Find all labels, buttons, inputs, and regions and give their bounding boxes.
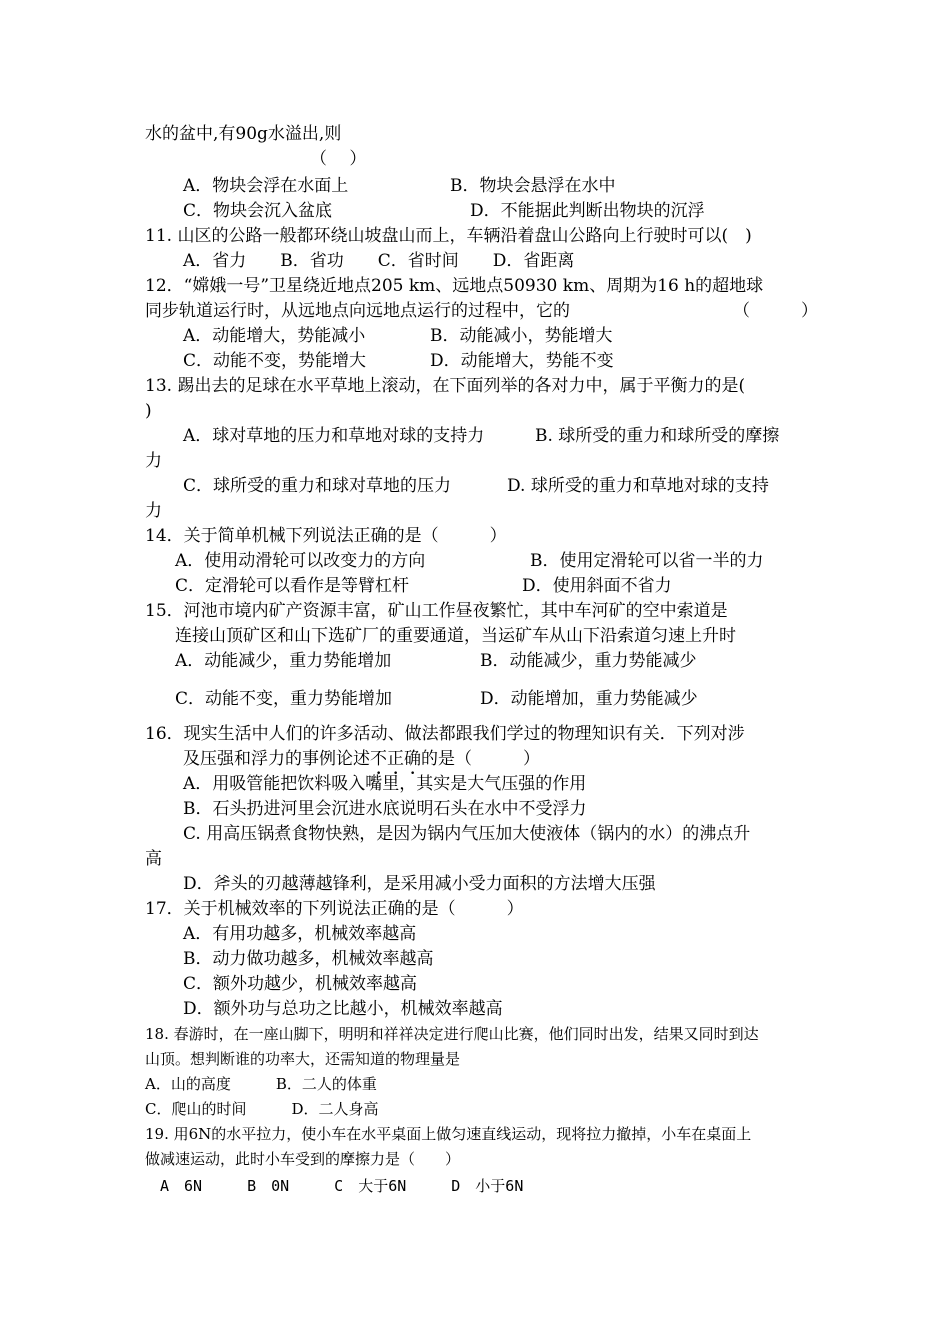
q14-option-d: D．使用斜面不省力	[522, 576, 672, 596]
q16-stem-suffix: 的是（ ）	[421, 749, 540, 769]
q14-option-b: B．使用定滑轮可以省一半的力	[530, 551, 764, 571]
q13-option-d: D. 球所受的重力和草地对球的支持	[507, 476, 769, 496]
q14-stem: 14．关于简单机械下列说法正确的是（ ）	[145, 526, 507, 546]
q12-stem-line1: 12．“嫦娥一号”卫星绕近地点205 km、远地点50930 km、周期为16 h的超地球	[145, 276, 764, 296]
q10-answer-bracket: （ ）	[310, 149, 367, 169]
q12-option-a: A．动能增大，势能减小	[183, 326, 366, 346]
q16-option-c: C. 用高压锅煮食物快熟，是因为锅内气压加大使液体（锅内的水）的沸点升	[183, 824, 751, 844]
q17-option-a: A．有用功越多，机械效率越高	[183, 924, 417, 944]
q16-option-d: D．斧头的刃越薄越锋利，是采用减小受力面积的方法增大压强	[183, 874, 656, 894]
q18-stem-line1: 18. 春游时，在一座山脚下，明明和祥祥决定进行爬山比赛，他们同时出发，结果又同时到达	[145, 1025, 759, 1043]
q10-stem-tail: 水的盆中,有90g水溢出,则	[145, 124, 342, 144]
q19-stem-line1: 19. 用6N的水平拉力，使小车在水平桌面上做匀速直线运动，现将拉力撤掉，小车在桌面上	[145, 1125, 752, 1143]
q11-options: A．省力 B．省功 C．省时间 D．省距离	[183, 251, 575, 271]
q13-stem-line1: 13. 踢出去的足球在水平草地上滚动，在下面列举的各对力中，属于平衡力的是(	[145, 376, 746, 396]
q15-option-d: D．动能增加，重力势能减少	[480, 689, 698, 709]
q12-stem-line2: 同步轨道运行时，从远地点向远地点运行的过程中，它的	[145, 301, 570, 321]
q17-option-c: C．额外功越少，机械效率越高	[183, 974, 418, 994]
q14-option-a: A．使用动滑轮可以改变力的方向	[175, 551, 426, 571]
q16-option-a: A．用吸管能把饮料吸入嘴里，其实是大气压强的作用	[183, 774, 587, 794]
q10-option-b: B．物块会悬浮在水中	[450, 176, 616, 196]
q17-stem: 17．关于机械效率的下列说法正确的是（ ）	[145, 899, 524, 919]
q10-option-d: D．不能据此判断出物块的沉浮	[470, 201, 705, 221]
q12-option-d: D．动能增大，势能不变	[430, 351, 614, 371]
q18-options-row1: A．山的高度 B．二人的体重	[145, 1075, 377, 1093]
q15-option-c: C．动能不变，重力势能增加	[175, 689, 393, 709]
q14-option-c: C．定滑轮可以看作是等臂杠杆	[175, 576, 410, 596]
q13-option-b: B. 球所受的重力和球所受的摩擦	[535, 426, 780, 446]
q10-option-c: C．物块会沉入盆底	[183, 201, 333, 221]
q18-options-row2: C．爬山的时间 D．二人身高	[145, 1100, 379, 1118]
q13-option-a: A．球对草地的压力和草地对球的支持力	[183, 426, 485, 446]
q13-option-c: C．球所受的重力和球对草地的压力	[183, 476, 452, 496]
q11-stem: 11. 山区的公路一般都环绕山坡盘山而上，车辆沿着盘山公路向上行驶时可以( )	[145, 226, 752, 246]
q15-stem-line1: 15．河池市境内矿产资源丰富，矿山工作昼夜繁忙，其中车河矿的空中索道是	[145, 601, 728, 621]
q16-stem-line1: 16．现实生活中人们的许多活动、做法都跟我们学过的物理知识有关．下列对涉	[145, 724, 745, 744]
q16-option-c-wrap: 高	[145, 849, 162, 869]
q12-option-c: C．动能不变，势能增大	[183, 351, 367, 371]
q15-stem-line2: 连接山顶矿区和山下选矿厂的重要通道，当运矿车从山下沿索道匀速上升时	[175, 626, 736, 646]
q17-option-b: B．动力做功越多，机械效率越高	[183, 949, 434, 969]
q15-option-a: A．动能减少，重力势能增加	[175, 651, 392, 671]
q12-option-b: B．动能减小，势能增大	[430, 326, 613, 346]
q13-option-d-wrap: 力	[145, 501, 162, 521]
q12-answer-bracket: （ ）	[733, 301, 818, 321]
q10-option-a: A．物块会浮在水面上	[183, 176, 349, 196]
q13-stem-line2: )	[145, 401, 152, 421]
q16-stem-prefix: 及压强和浮力的事例论述	[183, 749, 370, 769]
q16-emphasis-not-correct: 不正确	[370, 749, 421, 769]
q18-stem-line2: 山顶。想判断谁的功率大，还需知道的物理量是	[145, 1050, 461, 1068]
q19-options: A 6N B 0N C 大于6N D 小于6N	[160, 1177, 524, 1195]
q19-stem-line2: 做减速运动，此时小车受到的摩擦力是（ ）	[145, 1150, 461, 1168]
q16-option-b: B．石头扔进河里会沉进水底说明石头在水中不受浮力	[183, 799, 587, 819]
q17-option-d: D．额外功与总功之比越小，机械效率越高	[183, 999, 503, 1019]
q15-option-b: B．动能减少，重力势能减少	[480, 651, 697, 671]
q13-option-b-wrap: 力	[145, 451, 162, 471]
